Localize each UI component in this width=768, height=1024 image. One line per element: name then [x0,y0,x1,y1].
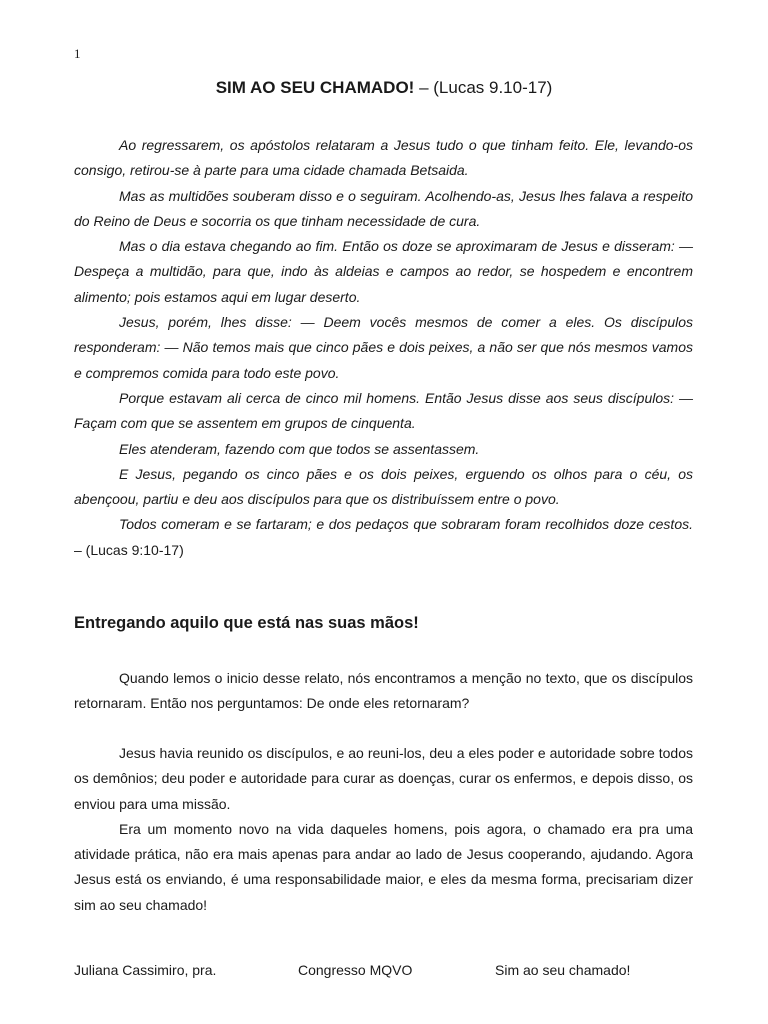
scripture-paragraph: Mas as multidões souberam disso e o seguiram. Acolhendo-as, Jesus lhes falava a respeito do Reino de Deus e socorria os que tinham necessidade de cura. [74,187,693,229]
footer-title: Sim ao seu chamado! [495,962,631,978]
body-block-1 [74,666,693,717]
footer-event: Congresso MQVO [298,962,413,978]
body-block-2 [74,741,693,918]
scripture-paragraph: Jesus, porém, lhes disse: — Deem vocês mesmos de comer a eles. Os discípulos responderam: — Não temos mais que cinco pães e dois peixes, a não ser que nós mesmos vamos e compremos comida para todo este povo. [74,314,693,381]
scripture-paragraph: Mas o dia estava chegando ao fim. Então os doze se aproximaram de Jesus e disseram: — Despeça a multidão, para que, indo às aldeias e campos ao redor, se hospedem e encontrem alimento; pois estamos aqui em lugar deserto. [74,238,693,305]
body-paragraph: Quando lemos o inicio desse relato, nós encontramos a menção no texto, que os discípulos retornaram. Então nos perguntamos: De onde eles retornaram? [74,670,693,712]
page-number: 1 [74,46,81,61]
section-heading: Entregando aquilo que está nas suas mãos! [74,614,419,632]
page-title [0,78,768,98]
scripture-paragraph: E Jesus, pegando os cinco pães e os dois peixes, erguendo os olhos para o céu, os abençoou, partiu e deu aos discípulos para que os distribuíssem entre o povo. [74,465,693,508]
scripture-paragraph: Porque estavam ali cerca de cinco mil homens. Então Jesus disse aos seus discípulos: — Façam com que se assentem em grupos de cinquenta. [74,389,693,432]
scripture-last-text: Todos comeram e se fartaram; e dos pedaços que sobraram foram recolhidos doze cestos. [119,516,693,533]
body-paragraph: Jesus havia reunido os discípulos, e ao reuni-los, deu a eles poder e autoridade sobre todos os demônios; deu poder e autoridade para curar as doenças, curar os enfermos, e depois disso, os enviou para uma missão. [74,745,693,812]
scripture-reference: – (Lucas 9:10-17) [74,541,184,558]
scripture-paragraph: Ao regressarem, os apóstolos relataram a Jesus tudo o que tinham feito. Ele, levando-os consigo, retirou-se à parte para uma cidade chamada Betsaida. [74,137,693,179]
title-reference: – (Lucas 9.10-17) [414,78,553,97]
body-paragraph: Era um momento novo na vida daqueles homens, pois agora, o chamado era pra uma atividade prática, não era mais apenas para andar ao lado de Jesus cooperando, ajudando. Agora Jesus está os enviando, é uma responsabilidade maior, e eles da mesma forma, precisariam dizer sim ao seu chamado! [74,820,693,913]
scripture-paragraph-last [74,512,693,563]
scripture-passage [74,133,693,563]
footer-author: Juliana Cassimiro, pra. [74,962,217,978]
title-main: SIM AO SEU CHAMADO! [215,78,415,97]
scripture-paragraph: Eles atenderam, fazendo com que todos se assentassem. [119,440,480,457]
